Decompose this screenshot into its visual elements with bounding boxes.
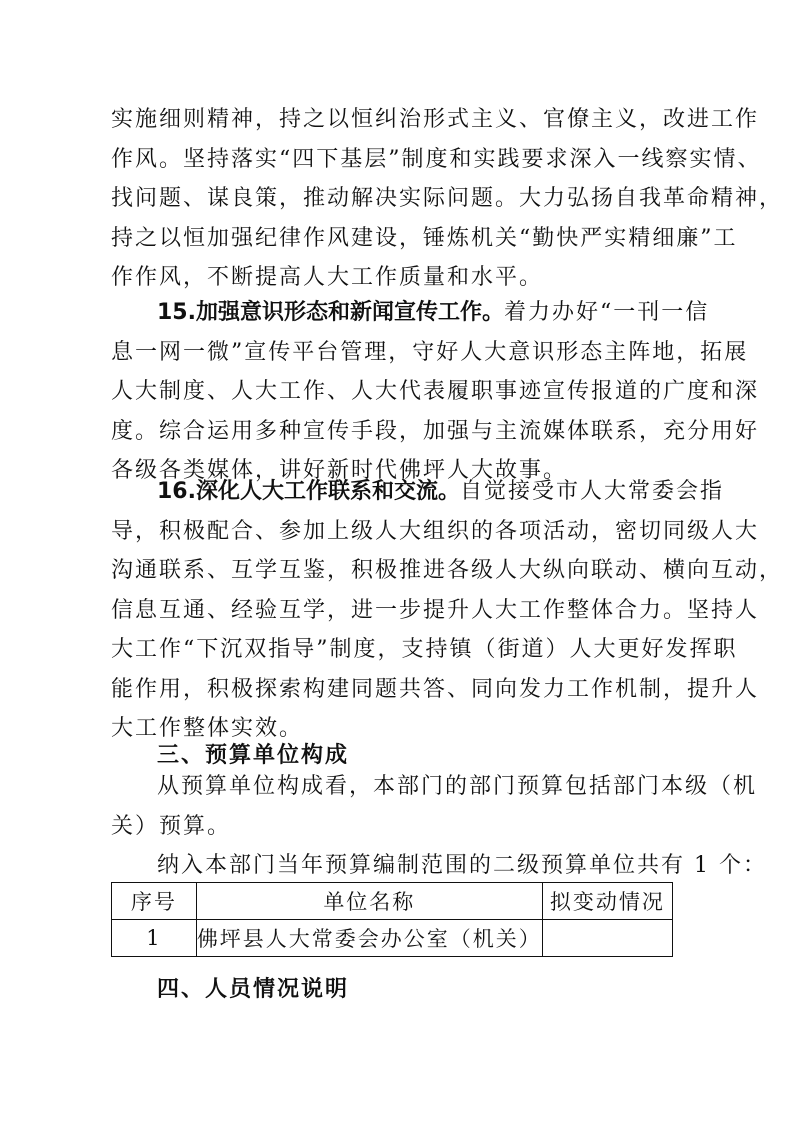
text-line: 纳入本部门当年预算编制范围的二级预算单位共有 1 个： [157,853,767,878]
budget-units-table [111,882,673,957]
column-header-index: 序号 [112,883,197,920]
text-line: 找问题、谋良策，推动解决实际问题。大力弘扬自我革命精神， [111,186,784,211]
text-line: 沟通联系、互学互鉴，积极推进各级人大纵向联动、横向互动， [111,558,784,583]
paragraph-work-style [111,100,784,298]
text-line: 能作用，积极探索构建同题共答、同向发力工作机制，提升人 [111,676,760,702]
text-line: 度。综合运用多种宣传手段，加强与主流媒体联系，充分用好 [111,418,760,444]
text-line: 持之以恒加强纪律作风建设，锤炼机关“勤快严实精细廉”工 [111,225,738,251]
text-line: 信息互通、经验互学，进一步提升人大工作整体合力。坚持人 [111,597,760,623]
cell-unit-name: 佛坪县人大常委会办公室（机关） [196,920,542,957]
paragraph-budget-units [111,767,767,886]
table-row [112,920,673,957]
item-15-first-rest: 着力办好“一刊一信 [503,300,710,325]
text-line: 实施细则精神，持之以恒纠治形式主义、官僚主义，改进工作 [111,107,760,132]
text-line: 息一网一微”宣传平台管理，守好人大意识形态主阵地，拓展 [111,339,749,365]
item-16-title: 16.深化人大工作联系和交流。 [157,479,460,504]
item-15-title: 15.加强意识形态和新闻宣传工作。 [157,300,504,325]
cell-index: 1 [112,920,197,957]
text-line: 大工作“下沉双指导”制度，支持镇（街道）人大更好发挥职 [111,637,738,662]
item-16-first-line [111,472,724,512]
text-line: 大工作整体实效。 [111,716,304,741]
text-line: 各级各类媒体，讲好新时代佛坪人大故事。 [111,458,568,483]
column-header-change: 拟变动情况 [542,883,672,920]
text-line: 从预算单位构成看，本部门的部门预算包括部门本级（机 [157,774,758,799]
paragraph-item-15 [111,293,760,491]
item-15-first-line [111,293,710,333]
item-16-first-rest: 自觉接受市人大常委会指 [459,479,724,504]
text-line: 人大制度、人大工作、人大代表履职事迹宣传报道的广度和深 [111,379,760,404]
cell-change [542,920,672,957]
text-line: 作作风，不断提高人大工作质量和水平。 [111,265,544,290]
text-line: 关）预算。 [111,813,232,839]
table-header-row [112,883,673,920]
text-line: 导，积极配合、参加上级人大组织的各项活动，密切同级人大 [111,518,760,544]
paragraph-item-16 [111,472,784,749]
section-3-heading: 三、预算单位构成 [157,743,350,768]
text-line: 作风。坚持落实“四下基层”制度和实践要求深入一线察实情、 [111,146,762,172]
section-4-heading: 四、人员情况说明 [157,977,350,1002]
column-header-unit-name: 单位名称 [196,883,542,920]
